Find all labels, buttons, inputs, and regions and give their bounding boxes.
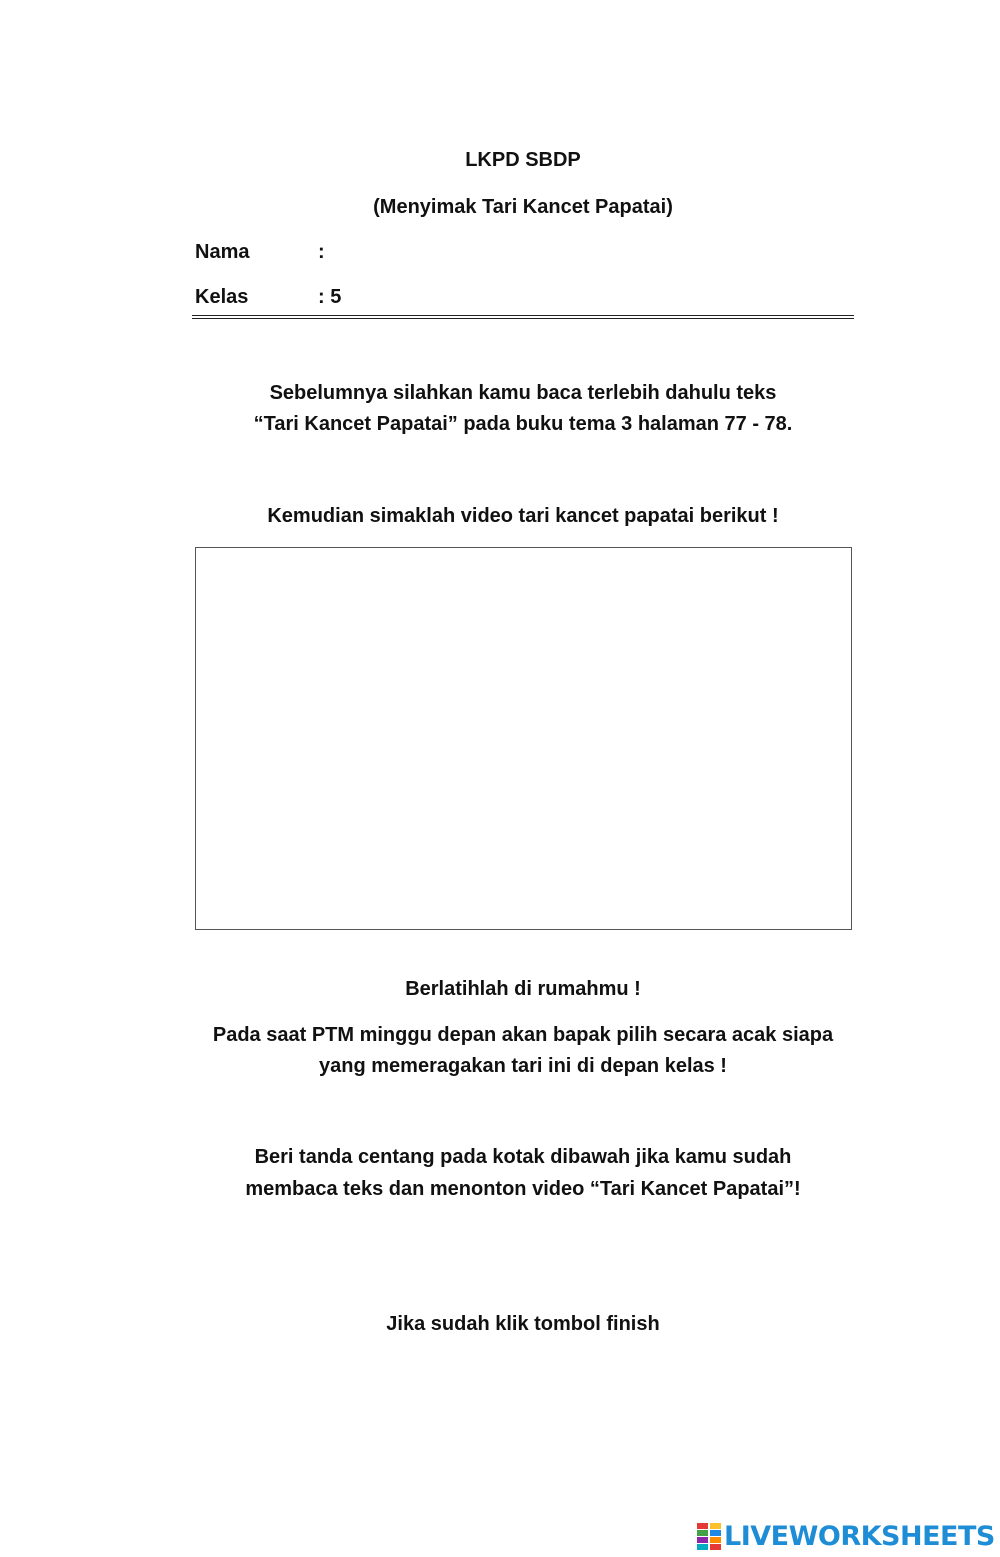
- name-value: :: [318, 241, 325, 263]
- practice-instruction: Berlatihlah di rumahmu !: [405, 978, 641, 1000]
- read-instruction-line1: Sebelumnya silahkan kamu baca terlebih dahulu teks: [269, 382, 777, 404]
- ptm-instruction-line2: yang memeragakan tari ini di depan kelas !: [319, 1055, 727, 1077]
- class-label: Kelas: [195, 286, 249, 308]
- page-title: LKPD SBDP: [465, 149, 581, 171]
- checkbox-instruction-line2: membaca teks dan menonton video “Tari Kancet Papatai”!: [245, 1178, 801, 1200]
- header-divider: [192, 315, 854, 316]
- read-instruction-line2: “Tari Kancet Papatai” pada buku tema 3 halaman 77 - 78.: [253, 413, 793, 435]
- ptm-instruction-line1: Pada saat PTM minggu depan akan bapak pilih secara acak siapa: [212, 1024, 834, 1046]
- liveworksheets-logo-icon: [697, 1523, 721, 1551]
- page-subtitle: (Menyimak Tari Kancet Papatai): [373, 196, 673, 218]
- liveworksheets-logo: [697, 1520, 995, 1554]
- brand-name: LIVEWORKSHEETS: [724, 1521, 995, 1552]
- header-divider-secondary: [192, 318, 854, 319]
- watch-instruction: Kemudian simaklah video tari kancet papatai berikut !: [267, 505, 779, 527]
- video-embed[interactable]: [195, 547, 852, 930]
- name-label: Nama: [195, 241, 250, 263]
- checkbox-instruction-line1: Beri tanda centang pada kotak dibawah jika kamu sudah: [254, 1146, 792, 1168]
- finish-instruction: Jika sudah klik tombol finish: [386, 1313, 660, 1335]
- class-value: : 5: [318, 286, 342, 308]
